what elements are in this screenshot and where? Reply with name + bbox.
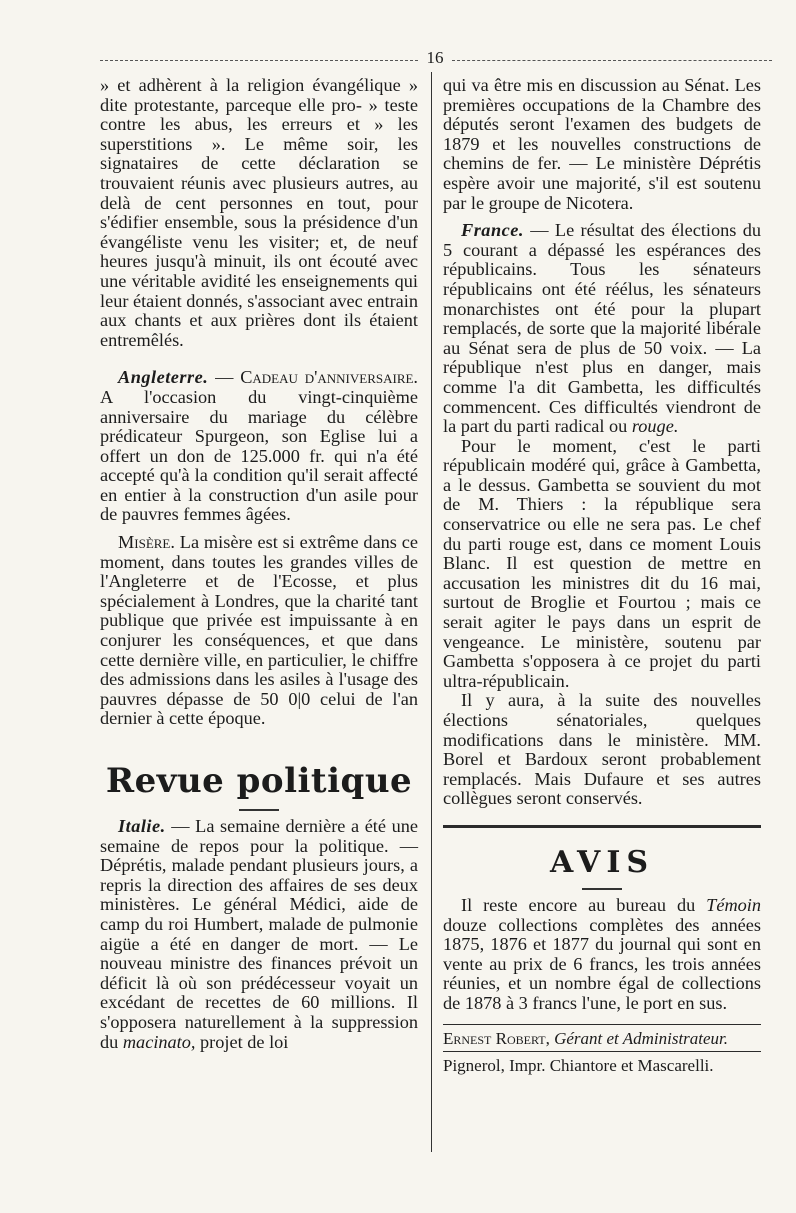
footer-rule-bottom [443, 1051, 761, 1052]
avis-text-start: Il reste encore au bureau du [461, 894, 707, 915]
footer-printer: Pignerol, Impr. Chiantore et Mascarelli. [443, 1055, 714, 1075]
article-france [443, 221, 761, 437]
section-rule [443, 825, 761, 828]
avis-title: AVIS [549, 844, 655, 880]
heading-cadeau: Cadeau d'anniversaire. [240, 367, 418, 388]
header-rule-right [452, 60, 772, 61]
article-italie [100, 817, 418, 1052]
avis-text [443, 896, 761, 1014]
right-column [443, 76, 761, 1076]
italie-macinato: macinato, [122, 1031, 196, 1052]
italie-continuation: qui va être mis en discussion au Sénat. Les premières occupations de la Chambre des députés seront l'examen des budgets de 1879 et les nouvelles constructions de chemins de fer. — Le ministère Déprétis espère avoir une majorité, s'il est soutenu par le groupe de Nicotera. [443, 75, 761, 213]
footer-role: Gérant et Administrateur. [549, 1028, 729, 1048]
column-divider [431, 72, 432, 1152]
title-rule [239, 809, 279, 811]
rubric-italie: Italie. [118, 816, 166, 836]
rubric-dash: — [208, 367, 241, 388]
article-paragraph-evangelical: » et adhèrent à la religion évangélique » dite protestante, parceque elle pro- » teste contre les abus, les erreurs et » les superstitions ». Le même soir, les signataires de cette déclaration se trouvaient réunis avec plusieurs autres, au delà de cent personnes en tout, pour s'édifier ensemble, sous la présidence d'un évangéliste venu les visiter; et, de neuf heures jusqu'à minuit, ils ont écouté avec une véritable avidité les enseignements qui leur étaient donnés, s'associant avec entrain aux chants et aux prières dont ils étaient entremêlés. [100, 75, 419, 350]
france-text: — Le résultat des élections du 5 courant a dépassé les espérances des républicains. Tous les sénateurs républicains ont été réélus, les sénateurs monarchistes ont été pour la plupart remplacés, de sorte que la majorité libérale au Sénat sera de plus de 50 voix. — La république n'est plus en danger, mais comme l'a dit Gambetta, les difficultés commencent. Ces difficultés viendront de la part du parti radical ou [443, 220, 761, 437]
left-column [100, 76, 418, 1052]
italie-tail: projet de loi [195, 1031, 289, 1052]
footer-credit [443, 1029, 761, 1049]
header-rule-left [100, 60, 418, 61]
page-number: 16 [426, 48, 444, 67]
avis-temoin: Témoin [706, 894, 761, 915]
footer-rule-top [443, 1024, 761, 1025]
footer-name: Ernest Robert, [443, 1028, 550, 1048]
avis-rule [582, 888, 622, 890]
article-angleterre [100, 368, 418, 525]
avis-text-end: douze collections complètes des années 1875, 1876 et 1877 du journal qui sont en vente au prix de 6 francs, les trois années réunies, et un nombre égal de collections de 1878 à 3 francs l'une, le port en sus. [443, 914, 761, 1013]
angleterre-text: A l'occasion du vingt-cinquième anniversaire du mariage du célèbre prédicateur Spurgeon, son Eglise lui a offert un don de 125.000 fr. qui n'a été accepté qu'à la condition qu'il serait affecté en entier à la construction d'un asile pour de pauvres femmes âgées. [100, 386, 418, 525]
rubric-france: France. [461, 220, 524, 241]
section-title: Revue politique [105, 761, 413, 801]
italie-text: — La semaine dernière a été une semaine de repos pour la politique. — Déprétis, malade pendant plusieurs jours, a repris la direction des affaires de ses deux ministères. Le général Médici, aide de camp du roi Humbert, malade de pulmonie aigüe a été en danger de mort. — Le nouveau ministre des finances prévoit un déficit là où son prédécesseur voyait un excédant de recettes de 60 millions. Il s'opposera naturellement à la suppression du [100, 816, 418, 1052]
misere-text: La misère est si extrême dans ce moment, dans toutes les grandes villes de l'Angleterre et de l'Ecosse, et plus spécialement à Londres, que la charité tant publique que privée est impuissante à en conjurer les conséquences, et que dans cette dernière ville, en particulier, le chiffre des admissions dans les asiles à l'usage des pauvres dépasse de 50 0|0 celui de l'an dernier à cette époque. [100, 532, 418, 729]
heading-misere: Misère. [118, 532, 175, 553]
paragraph-moment: Pour le moment, c'est le parti républicain modéré qui, grâce à Gambetta, a le dessus. Gambetta se souvient du mot de M. Thiers : la république sera conservatrice ou elle ne sera pas. Le chef du parti rouge est, dans ce moment Louis Blanc. Il est question de mettre en accusation les ministres dit du 16 mai, surtout de Broglie et Fourtou ; mais ce serait agiter le pays dans un esprit de vengeance. Le ministère, soutenu par Gambetta s'opposera à ce projet du parti ultra-républicain. [443, 435, 761, 691]
rubric-angleterre: Angleterre. [118, 367, 209, 388]
article-misere [100, 533, 418, 729]
france-rouge: rouge. [631, 416, 679, 437]
paragraph-aura: Il y aura, à la suite des nouvelles élections sénatoriales, quelques modifications dans le ministère. MM. Borel et Bardoux seront probablement remplacés. Mais Dufaure et ses autres collègues seront conservés. [443, 690, 761, 809]
